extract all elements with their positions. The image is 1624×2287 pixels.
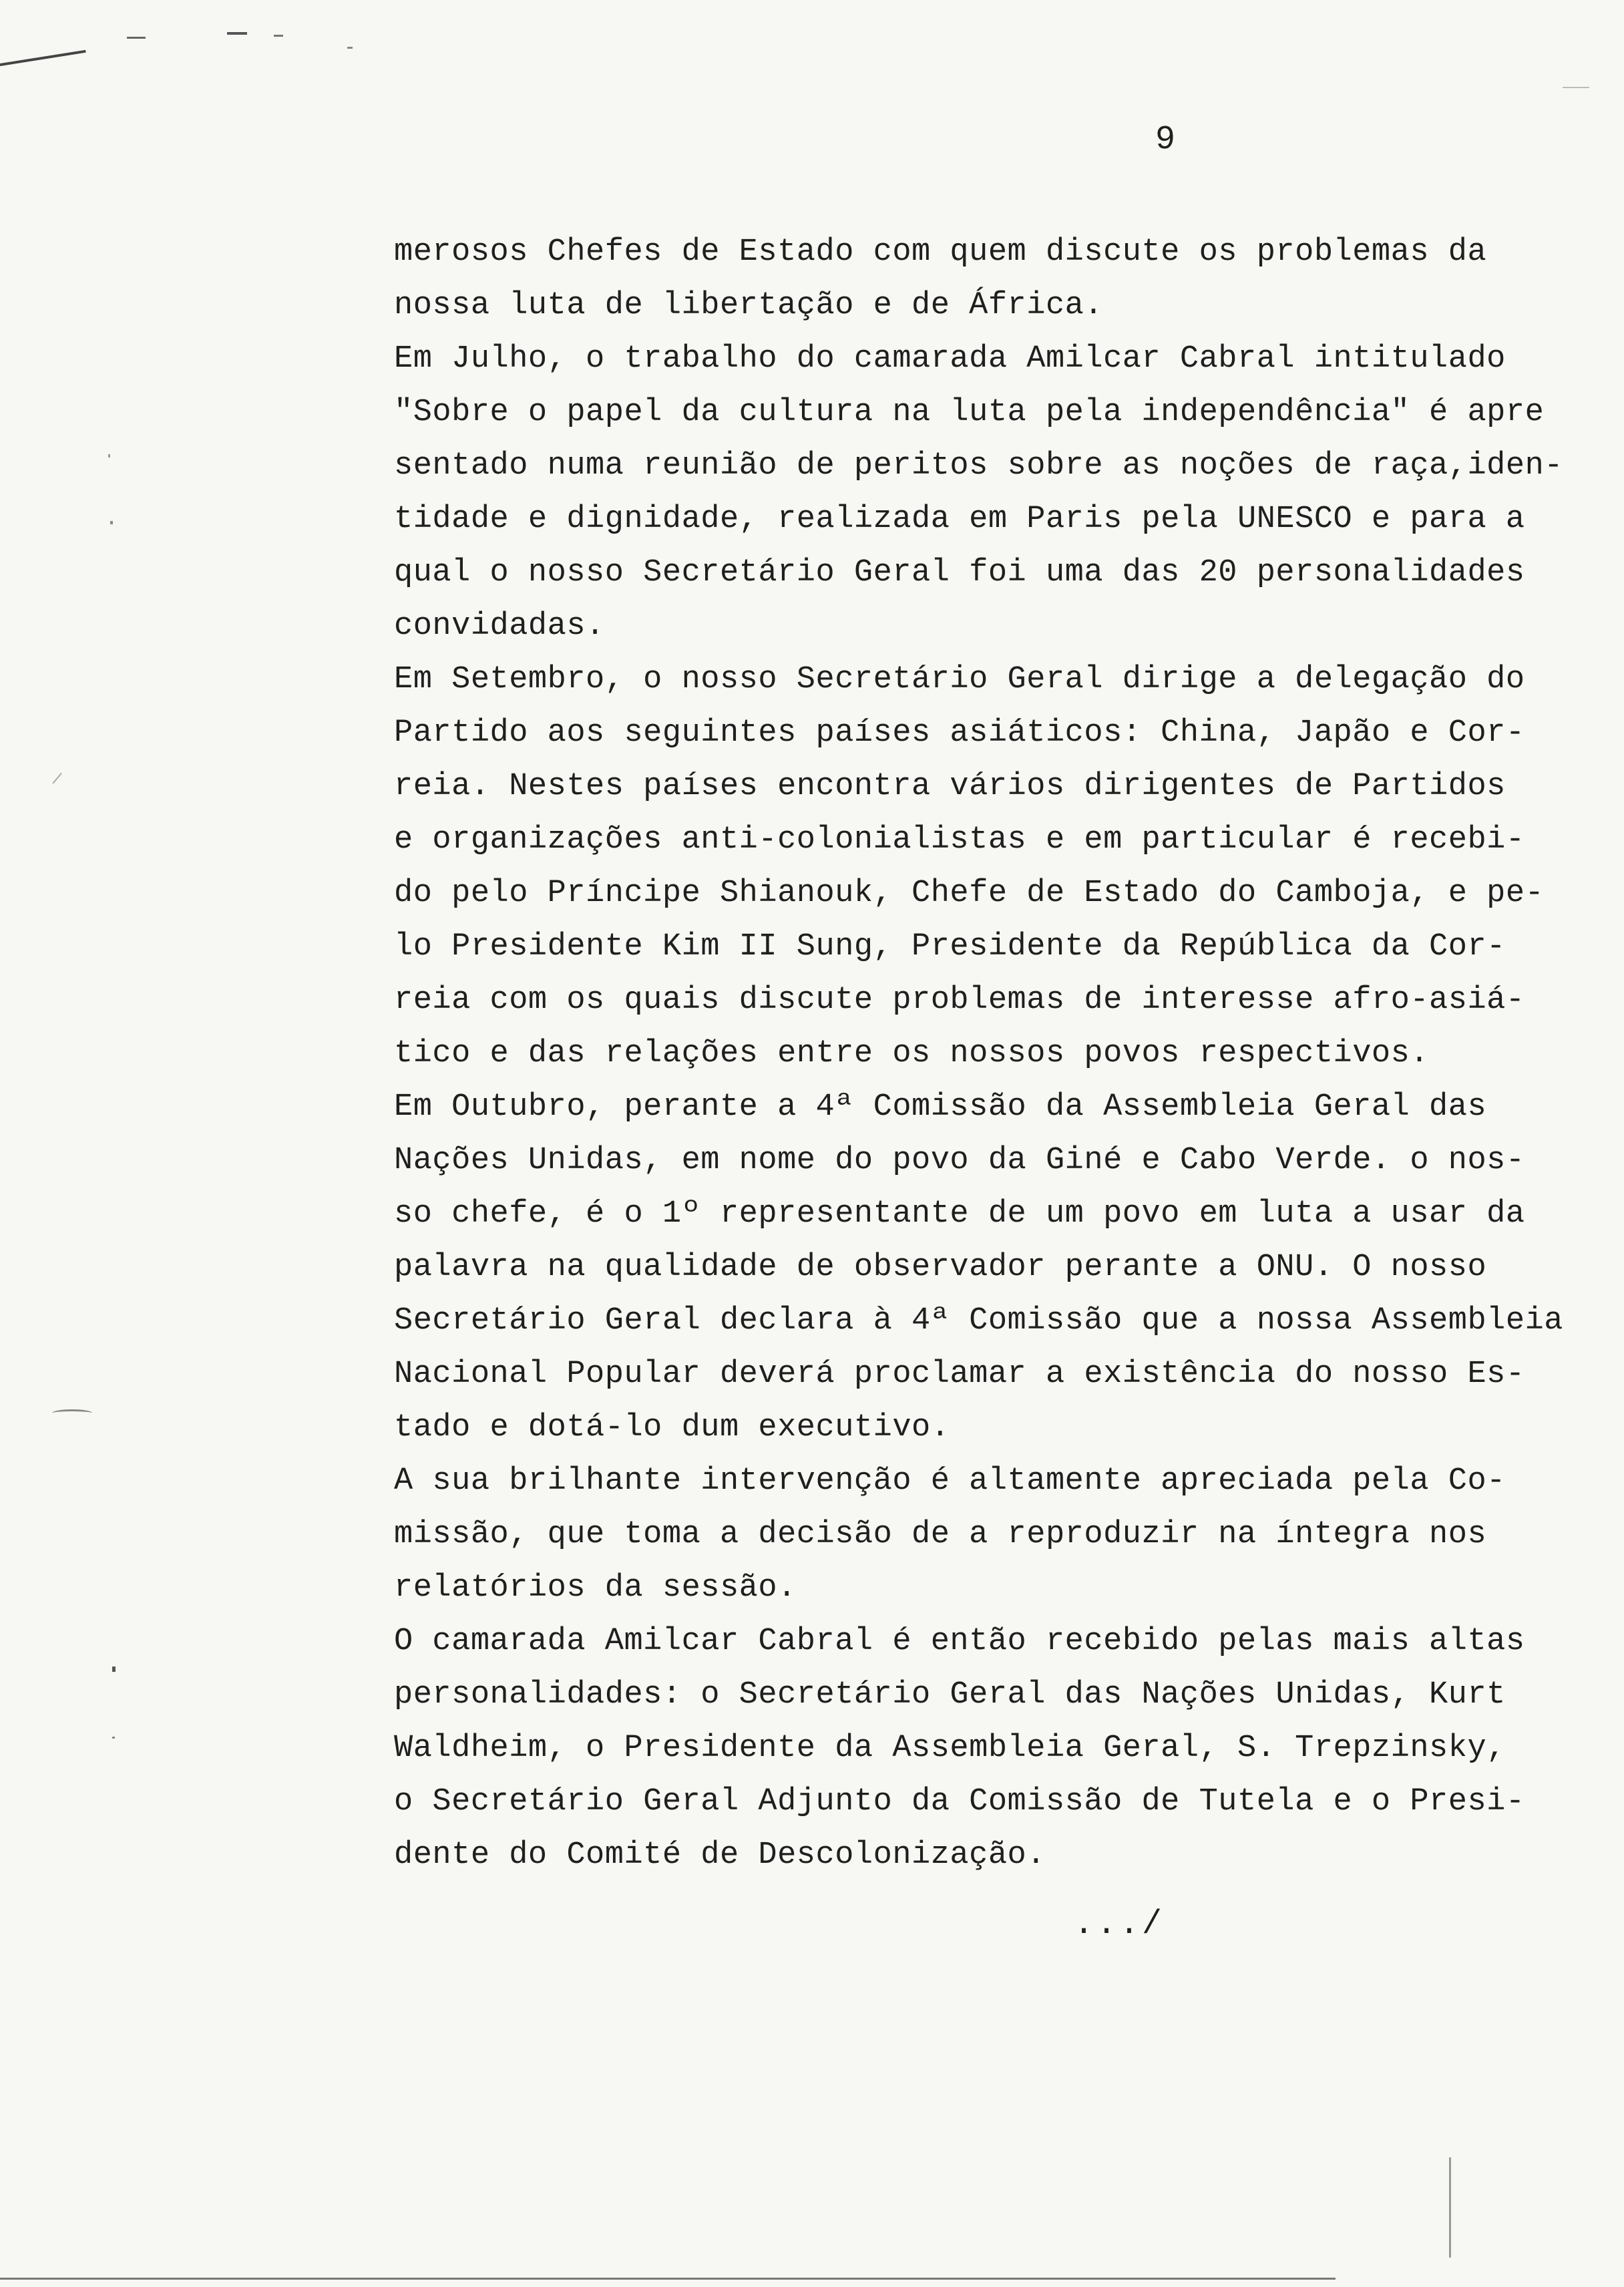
text-line: reia. Nestes países encontra vários dirigentes de Partidos (394, 769, 1506, 804)
scan-artifact (347, 47, 353, 49)
text-line: Nações Unidas, em nome do povo da Giné e Cabo Verde. o nos- (394, 1143, 1525, 1178)
scan-artifact (52, 773, 82, 801)
scan-artifact (0, 50, 86, 66)
text-line: merosos Chefes de Estado com quem discute os problemas da (394, 234, 1487, 270)
scan-artifact (227, 32, 247, 35)
text-line: tidade e dignidade, realizada em Paris pela UNESCO e para a (394, 502, 1525, 537)
text-line: Em Outubro, perante a 4ª Comissão da Assembleia Geral das (394, 1089, 1487, 1125)
scan-artifact (112, 1666, 116, 1672)
text-line: missão, que toma a decisão de a reproduzir na íntegra nos (394, 1517, 1487, 1552)
scan-artifact (1563, 87, 1589, 88)
text-line: o Secretário Geral Adjunto da Comissão de Tutela e o Presi- (394, 1784, 1525, 1819)
text-line: do pelo Príncipe Shianouk, Chefe de Estado do Camboja, e pe- (394, 876, 1545, 911)
text-line: Nacional Popular deverá proclamar a existência do nosso Es- (394, 1357, 1525, 1392)
text-line: Em Setembro, o nosso Secretário Geral dirige a delegação do (394, 662, 1525, 697)
scan-artifact (1449, 2157, 1451, 2258)
text-line: A sua brilhante intervenção é altamente apreciada pela Co- (394, 1463, 1506, 1499)
text-line: convidadas. (394, 608, 605, 644)
text-line: relatórios da sessão. (394, 1570, 797, 1606)
scan-artifact (0, 2278, 1336, 2280)
text-line: e organizações anti-colonialistas e em particular é recebi- (394, 822, 1525, 858)
text-line: so chefe, é o 1º representante de um povo em luta a usar da (394, 1196, 1525, 1232)
text-line: O camarada Amilcar Cabral é então recebido pelas mais altas (394, 1624, 1525, 1659)
body-text (394, 226, 1616, 1882)
scan-artifact (112, 1737, 115, 1739)
text-line: dente do Comité de Descolonização. (394, 1837, 1046, 1873)
text-line: palavra na qualidade de observador perante a ONU. O nosso (394, 1250, 1487, 1285)
page-number: 9 (1155, 121, 1177, 159)
text-line: tico e das relações entre os nossos povos respectivos. (394, 1036, 1430, 1071)
continuation-mark: .../ (1074, 1906, 1165, 1944)
scan-artifact (274, 35, 283, 37)
scan-artifact (52, 1409, 92, 1417)
scan-artifact (108, 454, 110, 458)
text-line: nossa luta de libertação e de África. (394, 288, 1104, 323)
scan-artifact (110, 521, 113, 524)
text-line: Em Julho, o trabalho do camarada Amilcar Cabral intitulado (394, 341, 1506, 377)
text-line: qual o nosso Secretário Geral foi uma das 20 personalidades (394, 555, 1525, 590)
scan-artifact (127, 37, 146, 39)
text-line: tado e dotá-lo dum executivo. (394, 1410, 950, 1445)
text-line: Partido aos seguintes países asiáticos: China, Japão e Cor- (394, 715, 1525, 751)
text-line: Waldheim, o Presidente da Assembleia Geral, S. Trepzinsky, (394, 1731, 1506, 1766)
text-line: lo Presidente Kim II Sung, Presidente da República da Cor- (394, 929, 1506, 964)
text-line: Secretário Geral declara à 4ª Comissão que a nossa Assembleia (394, 1303, 1563, 1339)
text-line: personalidades: o Secretário Geral das Nações Unidas, Kurt (394, 1677, 1506, 1713)
text-line: reia com os quais discute problemas de interesse afro-asiá- (394, 983, 1525, 1018)
text-line: "Sobre o papel da cultura na luta pela independência" é apre (394, 395, 1545, 430)
text-line: sentado numa reunião de peritos sobre as noções de raça,iden- (394, 448, 1563, 484)
